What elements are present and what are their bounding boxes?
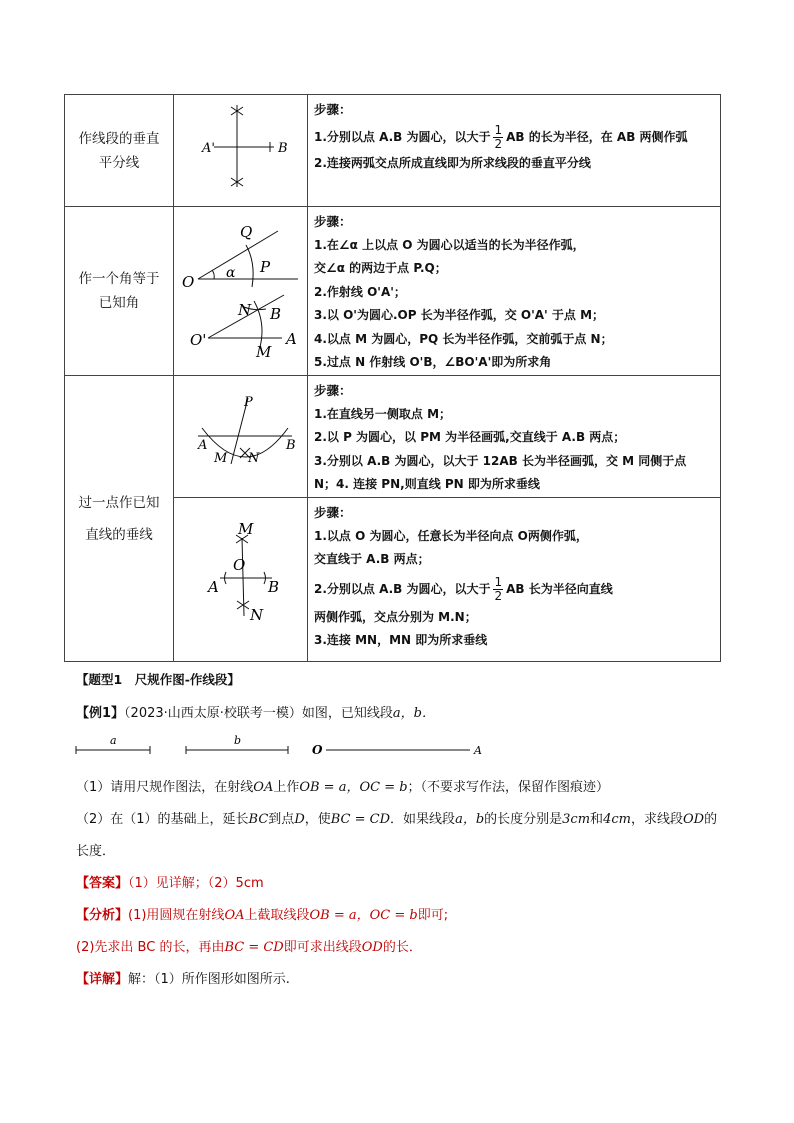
steps-cell: 步骤： 1.以点 O 为圆心，任意长为半径向点 O两侧作弧， 交直线于 A.B 两点； 2.分别以点 A.B 为圆心，以大于 $\frac{1}{2}$ AB 长为半径向直线 两侧作弧，交点分别为 M.N； 3.连接 MN，MN 即为所求垂线 (308, 498, 721, 662)
label-n: N (250, 606, 264, 624)
label-b: B (278, 141, 288, 156)
perpendicular-bisector-figure (174, 95, 307, 202)
steps-cell: 步骤： 1.在直线另一侧取点 M； 2.以 P 为圆心，以 PM 为半径画弧,交直线于 A.B 两点； 3.分别以 A.B 为圆心，以大于 12AB 长为半径画弧，交 M 同侧于点 N；4. 连接 PN,则直线 PN 即为所求垂线 (308, 376, 721, 498)
label-p: P (260, 258, 271, 276)
label-a: a (110, 734, 117, 747)
label-o: O (233, 556, 246, 574)
table-row (65, 376, 721, 498)
arc-pq (246, 245, 253, 287)
label-a: A' (202, 141, 215, 156)
label-p: P (244, 395, 253, 410)
method-name: 过一点作已知 直线的垂线 (65, 376, 174, 662)
label-a: A (198, 438, 208, 453)
label-m: M (256, 343, 272, 361)
label-n: N (248, 451, 260, 466)
arc-mark-n (237, 601, 249, 609)
table-row (65, 95, 721, 207)
label-b: b (234, 734, 242, 747)
label-a: A (208, 578, 219, 596)
detail-line: 【详解】解：（1）所作图形如图所示. (76, 972, 290, 987)
answer-line: 【答案】（1）见详解；（2）5cm (76, 876, 264, 891)
figure-cell (174, 376, 308, 498)
steps-cell: 步骤： 1.在∠α 上以点 O 为圆心以适当的长为半径作弧， 交∠α 的两边于点 P.Q； 2.作射线 O'A'； 3.以 O'为圆心.OP 长为半径作弧，交 O'A' 于点 M； 4.以点 M 为圆心，PQ 长为半径作弧，交前弧于点 N； 5.过点 N 作射线 O'B，∠BO'A'即为所求角 (308, 207, 721, 376)
label-a: A (286, 330, 297, 348)
figure-cell (174, 95, 308, 207)
steps-cell: 步骤： 1.分别以点 A.B 为圆心，以大于 $\frac{1}{2}$ AB 的长为半径，在 AB 两侧作弧 2.连接两弧交点所成直线即为所求线段的垂直平分线 (308, 95, 721, 207)
type-heading: 【题型1 尺规作图-作线段】 (76, 672, 240, 687)
label-b: B (286, 438, 296, 453)
perpendicular-through-point-on-line-figure (174, 498, 307, 657)
table-row (65, 207, 721, 376)
label-o: O (182, 273, 195, 291)
question-2-cont: 长度． (76, 844, 116, 859)
copy-angle-figure (174, 207, 307, 371)
label-n: N (238, 301, 252, 319)
method-name: 作线段的垂直 平分线 (65, 95, 174, 207)
label-b: B (270, 305, 282, 323)
method-name: 作一个角等于 已知角 (65, 207, 174, 376)
label-o: O (312, 743, 323, 757)
example-line: 【例1】（2023·山西太原·校联考一模）如图，已知线段a，b． (76, 706, 435, 721)
label-o-prime: O' (190, 331, 207, 349)
analysis-line-1: 【分析】(1)用圆规在射线OA上截取线段OB = a，OC = b即可; (76, 908, 449, 923)
figure-cell (174, 498, 308, 662)
alpha-arc (212, 270, 214, 279)
label-alpha: α (226, 265, 236, 281)
fraction: $\frac{1}{2}$ (494, 574, 503, 603)
label-a-point: A (474, 744, 482, 757)
question-2: （2）在（1）的基础上，延长BC到点D，使BC = CD．如果线段a，b的长度分别是3cm和4cm，求线段OD的 (76, 812, 718, 827)
fraction: $\frac{1}{2}$ (494, 122, 503, 151)
given-segments-figure (70, 732, 490, 758)
analysis-line-2: (2)先求出 BC 的长，再由BC = CD即可求出线段OD的长． (76, 940, 422, 955)
label-b: B (268, 578, 280, 596)
label-m: M (238, 520, 254, 538)
perpendicular-through-external-point-figure (174, 376, 307, 493)
question-1: （1）请用尺规作图法，在射线OA上作OB = a，OC = b；（不要求写作法，保留作图痕迹） (76, 780, 610, 795)
label-m: M (214, 451, 228, 466)
construction-methods-table (64, 94, 721, 662)
label-q: Q (240, 223, 253, 241)
figure-cell (174, 207, 308, 376)
